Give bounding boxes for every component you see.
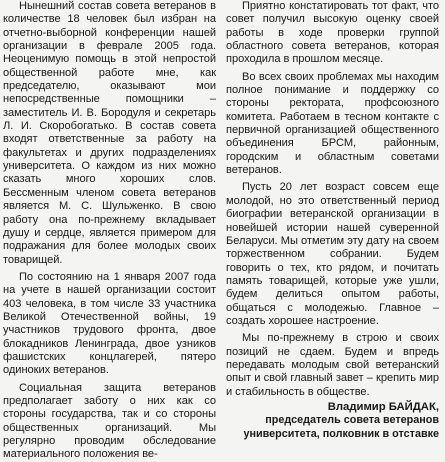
paragraph: Нынешний состав совета ветеранов в количестве 18 человек был избран на отчетно-выборной конференции нашей организации в феврале 2005 года. Неоценимую помощь в этой непростой общественной работе мне, как председателю, оказывают мои непосредственные помощники – заместитель И. В. Бородуля и секретарь Л. И. Скоробогатько. В состав совета входят ответственные за работу на факультетах и других подразделениях университета. О каждом из них можно сказать много хороших слов. Бессменным членом совета ветеранов является М. С. Шульженко. В свою работу она по-прежнему вкладывает душу и сердце, является примером для подражания для более молодых своих товарищей.: [3, 0, 216, 266]
paragraph: Социальная защита ветеранов предполагает заботу о них как со стороны государства, так и со стороны общественных организаций. Мы регулярно проводим обследование материального положения ве-: [3, 381, 216, 461]
paragraph: Пусть 20 лет возраст совсем еще молодой, но это ответственный период биографии ветеранской организации в новейшей истории нашей суверенной Беларуси. Мы отметим эту дату на своем торжественном собрании. Будем говорить о тех, кто рядом, и почитать память товарищей, которые уже ушли, будем делиться опытом работы, общаться с молодежью. Главное – создать хорошее настроение.: [226, 181, 439, 327]
author-role: председатель совета ветеранов университета, полковник в отставке: [243, 414, 439, 440]
left-column: [3, 0, 216, 461]
author-signature: [226, 401, 439, 441]
paragraph: Во всех своих проблемах мы находим полное понимание и поддержку со стороны ректората, профсоюзного комитета. Работаем в тесном контакте с первичной организацией общественного объединения БРСМ, районным, городским и областным советами ветеранов.: [226, 70, 439, 177]
right-column: [226, 0, 439, 454]
paragraph: Мы по-прежнему в строю и своих позиций не сдаем. Будем и впредь передавать молодым свой ветеранский опыт и свой главный завет – крепить мир и стабильность в обществе.: [226, 332, 439, 398]
paragraph: По состоянию на 1 января 2007 года на учете в нашей организации состоит 403 человека, в том числе 33 участника Великой Отечественной войны, 19 участников трудового фронта, двое блокадников Ленинграда, двое узников фашистских концлагерей, пятеро одиноких ветеранов.: [3, 270, 216, 377]
paragraph: Приятно констатировать тот факт, что совет получил высокую оценку своей работы в ходе проверки группой областного совета ветеранов, которая проходила в прошлом месяце.: [226, 0, 439, 66]
author-name: Владимир БАЙДАК,: [327, 400, 439, 413]
